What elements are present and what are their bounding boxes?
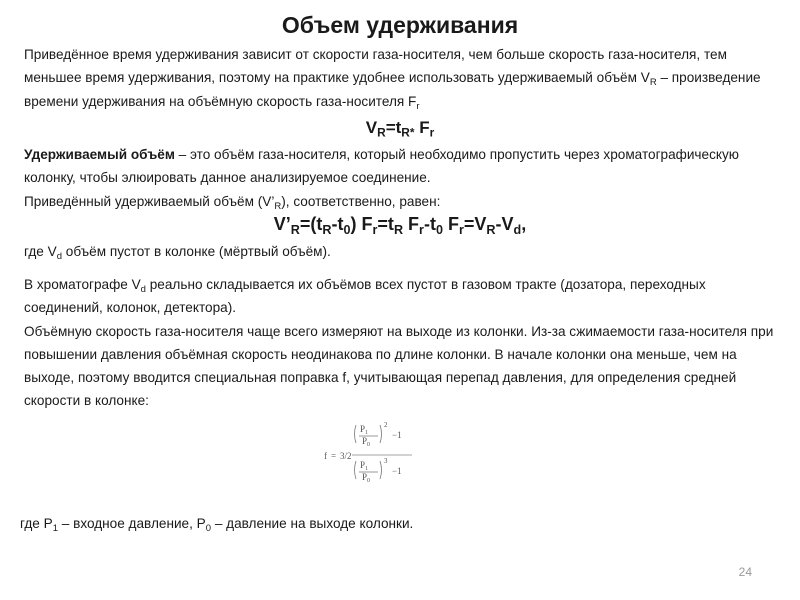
svg-text:−1: −1 — [392, 466, 402, 476]
upper-right-paren — [380, 425, 382, 443]
svg-text:2: 2 — [384, 421, 388, 429]
formula-eq: = — [331, 451, 337, 461]
dead-volume-line: где $V_d$ объём пустот в колонке (мёртвый объём). — [24, 244, 331, 262]
svg-text:P0: $P_0$ — [362, 436, 371, 448]
intro-text-2: – произведение времени удерживания на объёмную скорость газа-носителя F — [24, 70, 761, 109]
lower-left-paren — [355, 461, 357, 479]
formula-reduced-retention-volume: $V’_R=(t_R-t_0)$ $F_r=t_R$ $F_r-t_0$ $F_r=V_R-V_d$, — [273, 214, 527, 237]
intro-sub-r: r — [416, 100, 420, 112]
pressure-definition-line: где $P_1$ – входное давление, $P_0$ – давление на выходе колонки. — [20, 516, 414, 534]
intro-paragraph — [24, 43, 784, 113]
svg-text:P0: $P_0$ — [362, 472, 371, 484]
page-number: 24 — [738, 565, 752, 579]
formula-f: f — [324, 451, 327, 461]
lower-right-paren — [380, 461, 382, 479]
svg-text:P1: $P_1$ — [360, 460, 369, 472]
svg-text:−1: −1 — [392, 430, 402, 440]
svg-text:P1: $P_1$ — [360, 424, 369, 436]
chromatograph-paragraph: В хроматографе $V_d$ реально складывается их объёмов всех пустот в газовом тракте (дозатора, переходных соединений, колонок, детектора). Объёмную скорость газа-носителя чаще всего измеряют на выходе из колонки. Из-за сжимаемости газа-носителя при повышении давления объёмная скорость неодинакова по длине колонки. В начале колонки она меньше, чем на выходе, поэтому вводится специальная поправка f, учитывающая перепад давления, для определения средней скорости в колонке: — [24, 277, 774, 409]
reduced-volume-text: Приведённый удерживаемый объём (V’ — [24, 193, 275, 209]
pressure-correction-formula — [322, 419, 428, 493]
intro-text: Приведённое время удерживания зависит от скорости газа-носителя, чем больше скорость газа-носителя, тем меньшее время удерживания, поэтому на практике удобнее использовать удерживаемый объём V — [24, 47, 727, 86]
slide-title: Объем удерживания — [281, 12, 519, 38]
definition-term: Удерживаемый объём — [24, 147, 175, 162]
intro-sub-r-upper: R — [649, 77, 657, 89]
formula-retention-volume: $V_R=t_{R*}$ $F_r$ — [365, 118, 435, 140]
upper-left-paren — [355, 425, 357, 443]
definition-paragraph: Удерживаемый объём – это объём газа-носителя, который необходимо пропустить через хроматографическую колонку, чтобы элюировать данное анализируемое соединение. Приведённый удерживаемый объём $(V’_R)$, соответственно, равен: — [24, 147, 739, 212]
flow-rate-text: Объёмную скорость газа-носителя чаще всего измеряют на выходе из колонки. Из-за сжимаемости газа-носителя при повышении давления объёмная скорость неодинакова по длине колонки. В начале колонки она меньше, чем на выходе, поэтому вводится специальная поправка f, учитывающая перепад давления, для определения средней скорости в колонке: — [24, 323, 774, 409]
svg-text:3: 3 — [384, 457, 388, 465]
definition-text: – это объём газа-носителя, который необходимо пропустить через хроматографическую колонку, чтобы элюировать данное анализируемое соединение. — [24, 147, 739, 186]
formula-coef: 3/2 — [340, 451, 352, 461]
